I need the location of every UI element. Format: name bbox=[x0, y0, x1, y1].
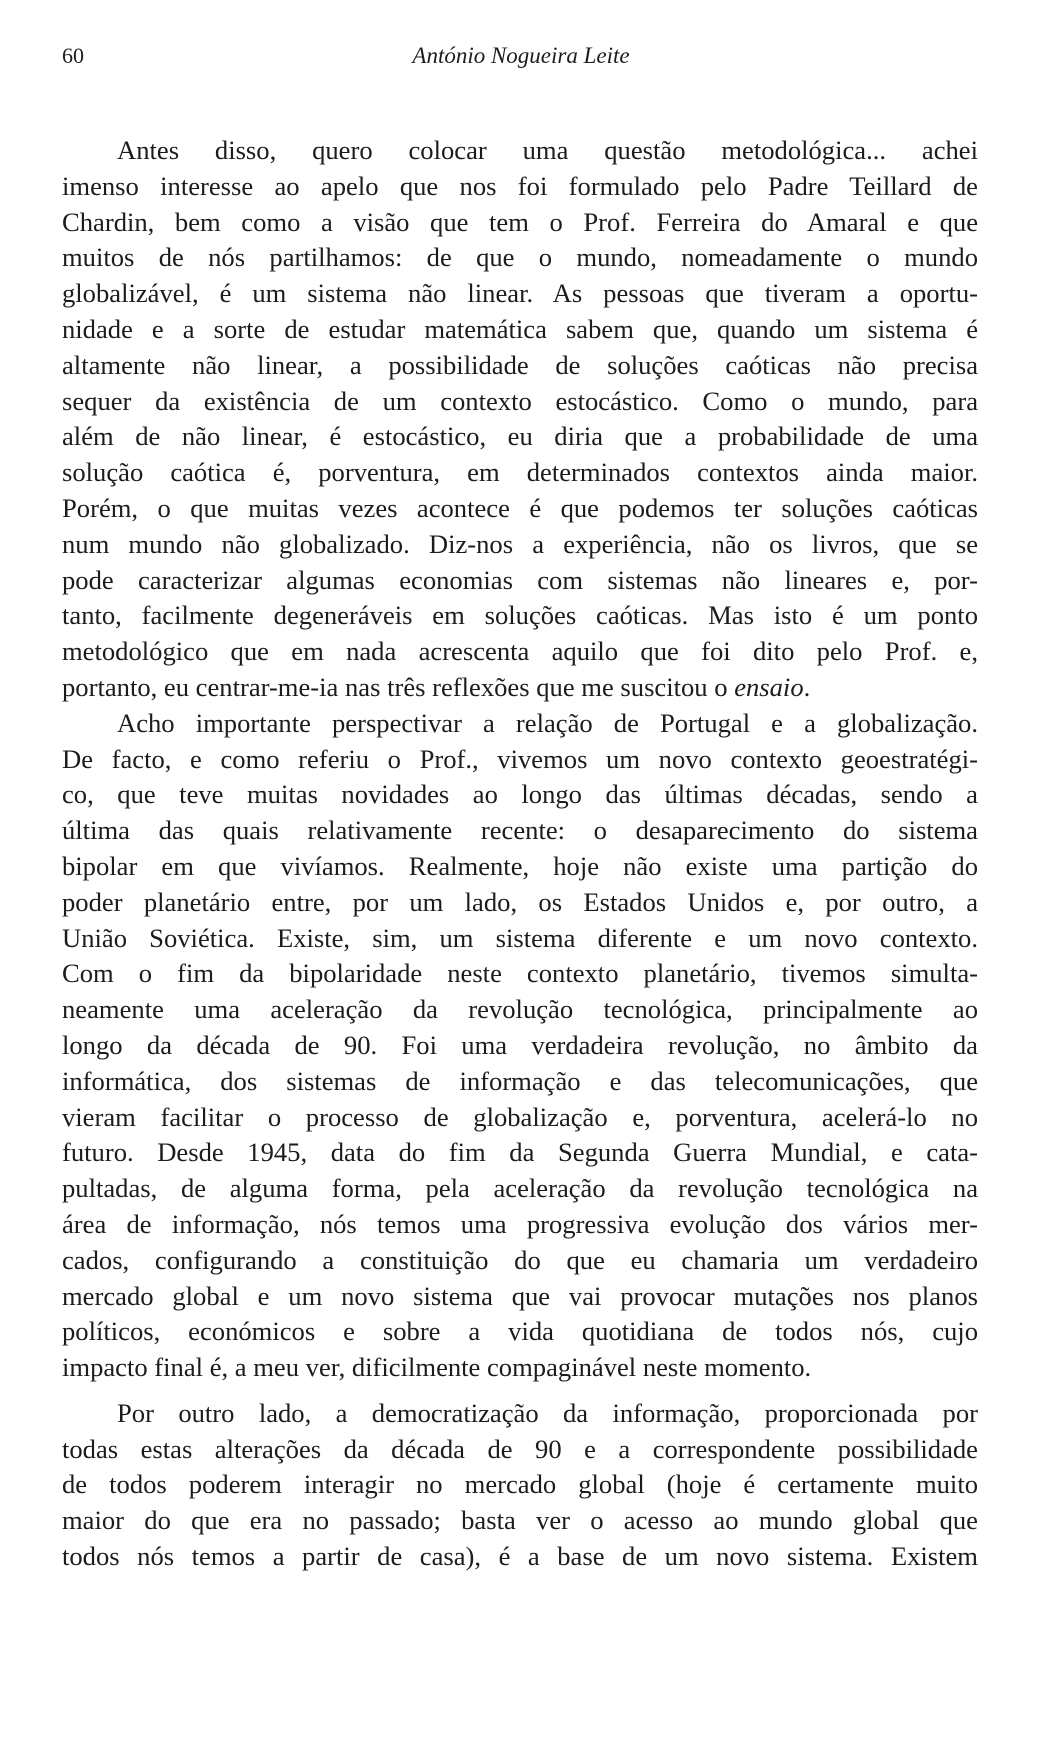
text-line: globalizável, é um sistema não linear. As pessoas que tiveram a oportu- bbox=[62, 278, 978, 309]
running-head-author: António Nogueira Leite bbox=[412, 43, 630, 68]
text-line: pultadas, de alguma forma, pela aceleração da revolução tecnológica na bbox=[62, 1173, 978, 1204]
text-line: todos nós temos a partir de casa), é a base de um novo sistema. Existem bbox=[62, 1541, 978, 1572]
text-line: poder planetário entre, por um lado, os Estados Unidos e, por outro, a bbox=[62, 886, 978, 917]
body-text bbox=[62, 133, 978, 1575]
text-line: Por outro lado, a democratização da informação, proporcionada por bbox=[117, 1397, 978, 1428]
text-line: Acho importante perspectivar a relação de Portugal e a globalização. bbox=[117, 707, 978, 738]
text-line: neamente uma aceleração da revolução tecnológica, principalmente ao bbox=[62, 994, 978, 1025]
text-line: pode caracterizar algumas economias com sistemas não lineares e, por- bbox=[62, 564, 978, 595]
text-line: todas estas alterações da década de 90 e a correspondente possibilidade bbox=[62, 1433, 978, 1464]
text-line: de todos poderem interagir no mercado global (hoje é certamente muito bbox=[62, 1469, 978, 1500]
text-line: informática, dos sistemas de informação e das telecomunicações, que bbox=[62, 1065, 978, 1096]
text-line: De facto, e como referiu o Prof., vivemos um novo contexto geoestratégi- bbox=[62, 743, 978, 774]
text-line: sequer da existência de um contexto estocástico. Como o mundo, para bbox=[62, 385, 978, 416]
text-line: longo da década de 90. Foi uma verdadeira revolução, no âmbito da bbox=[62, 1029, 978, 1060]
text-line: cados, configurando a constituição do que eu chamaria um verdadeiro bbox=[62, 1244, 978, 1275]
text-line: Porém, o que muitas vezes acontece é que podemos ter soluções caóticas bbox=[62, 492, 978, 523]
text-line: Antes disso, quero colocar uma questão metodológica... achei bbox=[117, 135, 978, 165]
page-number: 60 bbox=[62, 43, 84, 68]
text-line: políticos, económicos e sobre a vida quotidiana de todos nós, cujo bbox=[62, 1316, 978, 1347]
italic-word-ensaio: ensaio bbox=[734, 671, 804, 702]
paragraph-gap bbox=[62, 1386, 978, 1396]
paragraph-2 bbox=[62, 706, 978, 1386]
paragraph-1 bbox=[62, 133, 978, 706]
text-line: mercado global e um novo sistema que vai provocar mutações nos planos bbox=[62, 1280, 978, 1311]
text-line: última das quais relativamente recente: o desaparecimento do sistema bbox=[62, 815, 978, 846]
text-line-last bbox=[62, 670, 978, 706]
text-line: Com o fim da bipolaridade neste contexto planetário, tivemos simulta- bbox=[62, 958, 978, 989]
text-line: área de informação, nós temos uma progressiva evolução dos vários mer- bbox=[62, 1208, 978, 1239]
text-line: União Soviética. Existe, sim, um sistema diferente e um novo contexto. bbox=[62, 922, 978, 953]
text-segment: portanto, eu centrar-me-ia nas três reflexões que me suscitou o bbox=[62, 671, 735, 702]
text-line: além de não linear, é estocástico, eu diria que a probabilidade de uma bbox=[62, 421, 978, 452]
text-line: nidade e a sorte de estudar matemática sabem que, quando um sistema é bbox=[62, 313, 978, 344]
text-line: imenso interesse ao apelo que nos foi formulado pelo Padre Teillard de bbox=[62, 170, 978, 201]
text-line: metodológico que em nada acrescenta aquilo que foi dito pelo Prof. e, bbox=[62, 636, 978, 667]
text-segment: . bbox=[803, 671, 811, 702]
text-line: tanto, facilmente degeneráveis em soluções caóticas. Mas isto é um ponto bbox=[62, 600, 978, 631]
text-line: vieram facilitar o processo de globalização e, porventura, acelerá-lo no bbox=[62, 1101, 978, 1132]
text-line: altamente não linear, a possibilidade de soluções caóticas não precisa bbox=[62, 349, 978, 380]
text-line: muitos de nós partilhamos: de que o mundo, nomeadamente o mundo bbox=[62, 242, 978, 273]
text-line-last: impacto final é, a meu ver, dificilmente compaginável neste momento. bbox=[62, 1352, 812, 1383]
text-line: Chardin, bem como a visão que tem o Prof. Ferreira do Amaral e que bbox=[62, 206, 978, 237]
text-line: futuro. Desde 1945, data do fim da Segunda Guerra Mundial, e cata- bbox=[62, 1137, 978, 1168]
page-header bbox=[62, 40, 980, 72]
text-line: bipolar em que vivíamos. Realmente, hoje não existe uma partição do bbox=[62, 850, 978, 881]
text-line: solução caótica é, porventura, em determinados contextos ainda maior. bbox=[62, 457, 978, 488]
text-line: maior do que era no passado; basta ver o acesso ao mundo global que bbox=[62, 1505, 978, 1536]
text-line: num mundo não globalizado. Diz-nos a experiência, não os livros, que se bbox=[62, 528, 978, 559]
paragraph-3 bbox=[62, 1396, 978, 1575]
text-line: co, que teve muitas novidades ao longo das últimas décadas, sendo a bbox=[62, 779, 978, 810]
